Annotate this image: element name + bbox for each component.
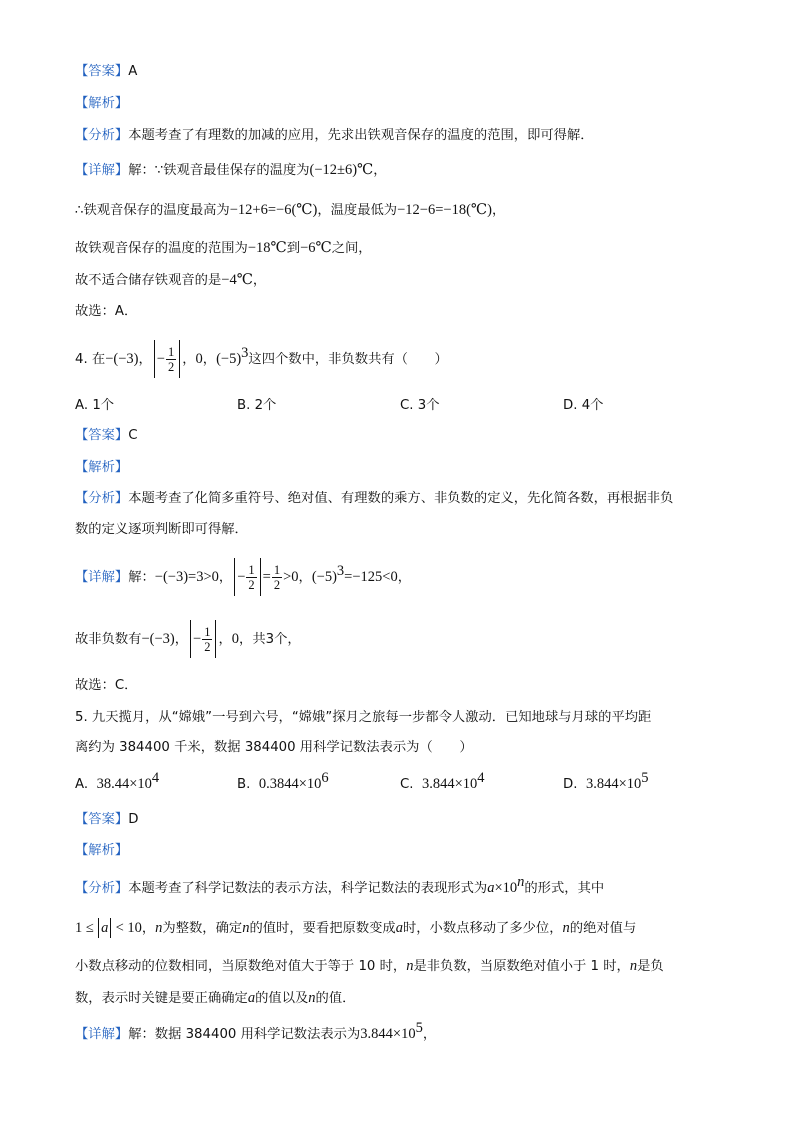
fraction: $\frac{1}{2}$ — [204, 624, 211, 654]
q4-analysis-heading: 【解析】 — [75, 460, 129, 475]
q3-analysis-heading: 【解析】 — [75, 96, 129, 111]
q4-detail: 【详解】解：−(−3)=3>0， − $\frac{1}{2}$ = $\frac{1}{2}$ >0，$(-5)^3=-125<0$， — [75, 556, 411, 599]
q5-fenxi-line3: 小数点移动的位数相同，当原数绝对值大于等于 10 时，n是非负数，当原数绝对值小于 1 时，n是负 — [75, 958, 664, 974]
abs-value: − $\frac{1}{2}$ — [190, 620, 216, 658]
q5-stem-line2: 离约为 384400 千米，数据 384400 用科学记数法表示为（ ） — [75, 740, 473, 755]
q3-conclusion: 故选：A． — [75, 304, 138, 319]
q4-summary: 故非负数有−(−3)， − $\frac{1}{2}$ ，0，共3个， — [75, 618, 301, 661]
xiangjie-tag: 【详解】 — [75, 163, 129, 178]
answer-value: A — [128, 64, 138, 79]
math-expr: −(−3)=3>0 — [154, 569, 219, 585]
q3-fenxi: 【分析】本题考查了有理数的加减的应用，先求出铁观音保存的温度的范围，即可得解． — [75, 128, 594, 143]
abs-value: − $\frac{1}{2}$ — [154, 340, 180, 378]
q4-option-d: D. 4个 — [563, 398, 604, 413]
q4-fenxi-line1: 【分析】本题考查了化简多重符号、绝对值、有理数的乘方、非负数的定义，先化简各数，再根据非负 — [75, 491, 674, 506]
q5-fenxi-line1: 【分析】本题考查了科学记数法的表示方法，科学记数法的表现形式为$a\times 10^n$的形式，其中 — [75, 873, 605, 896]
q5-analysis-heading: 【解析】 — [75, 843, 129, 858]
q4-stem: 4. 在−(−3)， − $\frac{1}{2}$ ，0，$(-5)^3$这四个数中，非负数共有（ ） — [75, 338, 448, 381]
q3-detail-line2: ∴铁观音保存的温度最高为−12+6=−6(℃)，温度最低为−12−6=−18(℃)， — [75, 202, 506, 218]
q5-option-b: B. $0.3844\times 10^6$ — [237, 769, 329, 792]
math-expr: −6℃ — [300, 240, 332, 256]
math-expr: −18℃ — [247, 240, 287, 256]
q5-answer: 【答案】D — [75, 812, 139, 827]
q5-stem-line1: 5. 九天揽月，从“嫦娥”一号到六号，“嫦娥”探月之旅每一步都令人激动．已知地球与月球的平均距 — [75, 710, 652, 725]
q3-detail-line1: 【详解】解：∵铁观音最佳保存的温度为(−12±6)℃， — [75, 162, 387, 178]
q5-detail: 【详解】解：数据 384400 用科学记数法表示为$3.844\times 10^5$， — [75, 1019, 437, 1042]
math-expr: −12−6=−18(℃) — [397, 202, 492, 218]
q4-conclusion: 故选：C． — [75, 678, 138, 693]
math-expr: −4℃ — [221, 272, 253, 288]
math-expr: −(−3) — [105, 351, 139, 367]
fraction: $\frac{1}{2}$ — [248, 562, 255, 592]
q4-option-c: C. 3个 — [400, 398, 440, 413]
abs-value: − $\frac{1}{2}$ — [234, 558, 260, 596]
q3-detail-line4: 故不适合储存铁观音的是−4℃， — [75, 272, 267, 288]
fenxi-tag: 【分析】 — [75, 128, 129, 143]
q4-option-a: A. 1个 — [75, 398, 115, 413]
q4-answer: 【答案】C — [75, 428, 138, 443]
math-expr: −(−3) — [141, 631, 175, 647]
q5-option-a: A. $38.44\times 10^4$ — [75, 769, 160, 792]
q5-fenxi-line4: 数，表示时关键是要正确确定a的值以及n的值． — [75, 990, 356, 1006]
q3-detail-line3: 故铁观音保存的温度的范围为−18℃到−6℃之间， — [75, 240, 372, 256]
math-expr: (−12±6)℃ — [309, 162, 374, 178]
q4-fenxi-line2: 数的定义逐项判断即可得解． — [75, 522, 248, 537]
q5-option-d: D. $3.844\times 10^5$ — [563, 769, 649, 792]
answer-tag: 【答案】 — [75, 64, 129, 79]
fraction: $\frac{1}{2}$ — [167, 344, 175, 374]
q3-answer — [75, 62, 137, 82]
math-expr: −12+6=−6(℃) — [229, 202, 318, 218]
q5-option-c: C. $3.844\times 10^4$ — [400, 769, 485, 792]
q5-fenxi-line2: 1 ≤ a < 10，n为整数，确定n的值时，要看把原数变成a时，小数点移动了多少位，n的绝对值与 — [75, 920, 637, 936]
abs-value: a — [98, 918, 111, 938]
fraction: $\frac{1}{2}$ — [273, 562, 281, 592]
q4-option-b: B. 2个 — [237, 398, 277, 413]
